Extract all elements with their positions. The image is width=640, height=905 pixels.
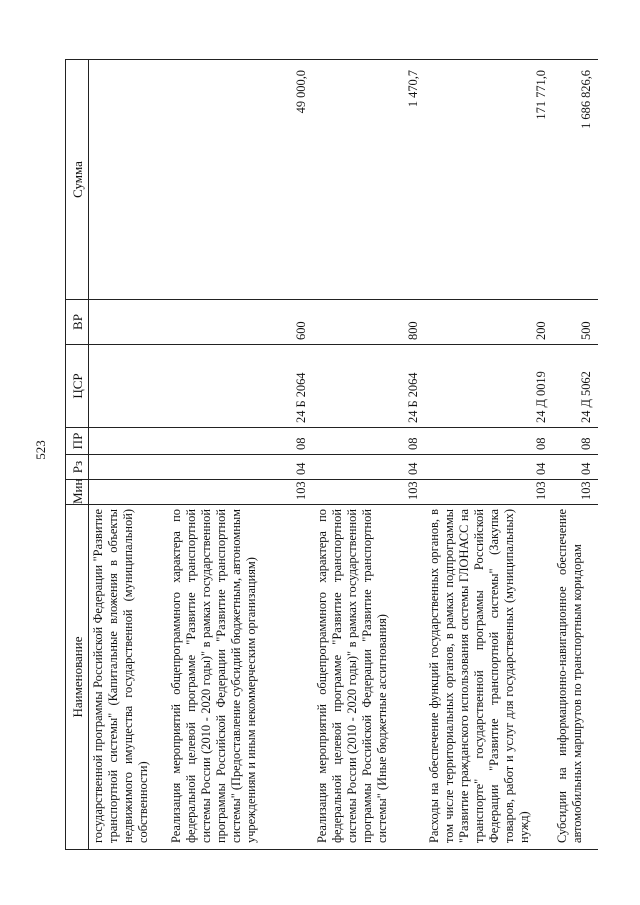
row-vr: 500: [553, 300, 598, 345]
table-row: [425, 60, 553, 850]
row-sum: 49 000,0: [167, 60, 313, 300]
budget-table: [65, 59, 598, 850]
row-sum: 171 771,0: [425, 60, 553, 300]
row-csr: 24 Д 0019: [425, 345, 553, 428]
row-vr: 200: [425, 300, 553, 345]
row-name: Реализация мероприятий общепрограммного характера по федеральной целевой программе "Развитие транспортной системы России (2010 - 2020 годы)" в рамках государственной программы Российской Федерации "Развитие транспортной системы" (Предоставление субсидий бюджетным, автономным учреждениям и иным некоммерческим организациям): [167, 505, 313, 850]
row-sum: 1 470,7: [313, 60, 425, 300]
table-row: [313, 60, 425, 850]
row-csr: 24 Б 2064: [313, 345, 425, 428]
row-min: 103: [425, 480, 553, 505]
row-min: 103: [167, 480, 313, 505]
page-number: 523: [33, 440, 48, 460]
row-rz: 04: [313, 455, 425, 480]
header-name: Наименование: [66, 505, 89, 850]
row-pr: [89, 428, 167, 455]
table-row: [89, 60, 167, 850]
table-row: [167, 60, 313, 850]
row-name: Расходы на обеспечение функций государственных органов, в том числе территориальных органов, в рамках подпрограммы "Развитие гражданского использования системы ГЛОНАСС на транспорте" государственной программы Российской Федерации "Развитие транспортной системы" (Закупка товаров, работ и услуг для государственных (муниципальных) нужд): [425, 505, 553, 850]
row-pr: 08: [167, 428, 313, 455]
row-rz: 04: [553, 455, 598, 480]
table-row: [553, 60, 598, 850]
row-vr: [89, 300, 167, 345]
header-min: Мин: [66, 480, 89, 505]
row-vr: 600: [167, 300, 313, 345]
row-sum: [89, 60, 167, 300]
row-rz: 04: [167, 455, 313, 480]
header-rz: Рз: [66, 455, 89, 480]
row-min: 103: [313, 480, 425, 505]
header-vr: ВР: [66, 300, 89, 345]
row-pr: 08: [425, 428, 553, 455]
rotated-page-content: [65, 60, 593, 850]
row-pr: 08: [313, 428, 425, 455]
row-min: 103: [553, 480, 598, 505]
row-name: Субсидии на информационно-навигационное обеспечение автомобильных маршрутов по транспортным коридорам: [553, 505, 598, 850]
row-name: Реализация мероприятий общепрограммного характера по федеральной целевой программе "Развитие транспортной системы России (2010 - 2020 годы)" в рамках государственной программы Российской Федерации "Развитие транспортной системы" (Иные бюджетные ассигнования): [313, 505, 425, 850]
header-pr: ПР: [66, 428, 89, 455]
row-vr: 800: [313, 300, 425, 345]
row-csr: 24 Д 5062: [553, 345, 598, 428]
row-min: [89, 480, 167, 505]
row-name: государственной программы Российской Федерации "Развитие транспортной системы" (Капитальные вложения в объекты недвижимого имущества государственной (муниципальной) собственности): [89, 505, 167, 850]
row-rz: [89, 455, 167, 480]
row-csr: [89, 345, 167, 428]
header-csr: ЦСР: [66, 345, 89, 428]
row-pr: 08: [553, 428, 598, 455]
row-rz: 04: [425, 455, 553, 480]
row-csr: 24 Б 2064: [167, 345, 313, 428]
row-sum: 1 686 826,6: [553, 60, 598, 300]
header-sum: Сумма: [66, 60, 89, 300]
table-header-row: [66, 60, 89, 850]
